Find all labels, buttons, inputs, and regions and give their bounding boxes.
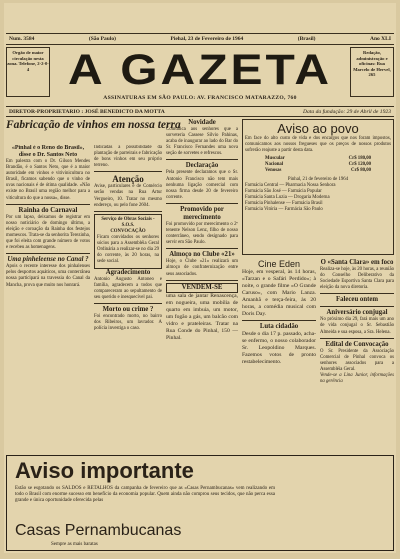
novelty-heading: Novidade (188, 119, 216, 126)
wine-subhead: «Pinhal é o Reno do Brasil», disse o Dr. Santos Neto (11, 145, 85, 158)
died-heading: Faleceu ontem (335, 296, 379, 304)
canal-heading: Uma pinheleense no Canal ? (7, 256, 89, 264)
col6-footer: Vende-se a Lina Junior, informações na gerência (320, 373, 394, 385)
for-sale-heading: VENDEM-SE (166, 283, 238, 293)
carnival-heading: Rainha do Carnaval (18, 206, 78, 214)
thanks-heading: Agradecimento (105, 268, 151, 276)
year: Ano XLI (370, 36, 391, 42)
declaration-heading: Declaração (185, 162, 219, 170)
pharmacy-item: Farmácia Vitória — Farmácia São Paulo (245, 207, 323, 213)
issue-number: Num. 3584 (9, 36, 35, 42)
promotion-heading: Promovido por merecimento (180, 205, 224, 221)
lunch-heading: Almoço no Clube «21» (169, 251, 235, 259)
cinema-heading: Cine Eden (257, 259, 301, 269)
price-list (265, 156, 371, 174)
masthead (6, 45, 394, 103)
for-sale-body: uma sala de jantar Renascença, em nogueira, uma mobília de quarto em imbuia, um motor, um fogão a gás, um balcão com vidro e prateleiras. Tratar na Rua Conde do Pinhal, 150 — Pinhal. (166, 292, 238, 341)
ad-store-name: Casas Pernambucanas (15, 522, 182, 539)
anniversary-body: No próximo dia 29, fará mais um ano de vida conjugal o Sr. Sebastião Almeida e sua esposa, a Sra. Helena. (320, 317, 394, 335)
ad-body: Estão se esgotando os SALDOS e RETALHOS da campanha de fevereiro que as «Casas Pernambucanas» vem realizando em todo o Brasil com enorme sucesso em benefício da economia popular. Quem ainda não comprou seus tecidos, que não perca essa grande e única oportunidade oferecida pelas (15, 486, 276, 504)
newspaper-subtitle: ASSINATURAS EM SÃO PAULO: AV. FRANCISCO MATARAZZO, 760 (103, 95, 297, 101)
director: DIRETOR-PROPRIETARIO : JOSÉ BENEDICTO DA MOTTA (9, 108, 165, 115)
cinema-body: Hoje, em vesperal, às 14 horas, «Tarzan e o Safári Perdido»; à noite, o grande filme «O Grande Caruso», com Mario Lanza. Amanhã e terça-feira, às 20 horas, a comédia musical com Doris Day. (242, 269, 316, 317)
citizen-heading: Luta cidadão (259, 323, 299, 330)
circulation-box: Orgão de maior circulação nesta zona. Telefone, 2-2-0-4 (6, 47, 50, 97)
citizen-body: Desde o dia 17 p. passado, acha-se enfermo, o nosso colaborador Sr. Leopoldino Marques. Fazemos votos de pronto restabelecimento. (242, 331, 316, 365)
ad-tagline: Sempre as mais baratas (51, 542, 98, 547)
sos-box (94, 214, 162, 269)
canal-body: Apois o recente interesse dos pinhalenses pelos desportos aquáticos, uma conterrânea nossa participará na travessia do Canal da Mancha, prova que muito nos honrará. (6, 264, 90, 288)
column-6 (320, 259, 394, 451)
pharmacy-list (245, 183, 391, 213)
thanks-body: Antonio Augusto Antoneo e família, agradecem a todos que compareceram ao sepultamento de seu querido e inesquecível pai. (94, 276, 162, 300)
column-4-notice (242, 119, 394, 255)
column-5 (242, 259, 316, 451)
price-row: Nacional Cr$ 120,00 (265, 162, 371, 168)
city: (São Paulo) (88, 36, 116, 42)
notice-body: Em face do alto custo de vida e dos encargos que nos foram impostos, comunicamos aos nossos fregueses que os preços de nossos produtos sofrerão reajuste a partir desta data. (245, 136, 391, 154)
sos-convocation: CONVOCAÇÃO (110, 228, 146, 234)
santa-clara-heading: O «Santa Clara» em foco (320, 259, 394, 266)
casas-pernambucanas-ad (6, 455, 394, 551)
newspaper-page (4, 3, 396, 553)
wine-continued: Indicadas a possibilidade da plantação de parreirais e fabricação de bons vinhos em seu próprio terreno. (94, 145, 162, 169)
pharmacy-item: Farmácia Pinhalense — Farmácia Brasil (245, 200, 323, 206)
column-2 (94, 145, 162, 451)
attention-heading: Atenção (112, 174, 144, 185)
edict-body: O Sr. Presidente da Associação Comercial de Pinhal convoca os senhores associados para a Assembléia Geral. (320, 348, 394, 372)
country: (Brasil) (297, 36, 316, 42)
death-heading: Morto ou crime ? (102, 305, 154, 313)
wine-headline: Fabricação de vinhos em nossa terra (6, 119, 181, 131)
notice-heading: Aviso ao povo (277, 121, 359, 136)
column-3 (166, 119, 238, 451)
ad-title: Aviso importante (15, 458, 194, 483)
pharmacy-item: Farmácia Central — Pharmacia Nossa Senhora (245, 182, 336, 188)
attention-body: Avise, particulares e de Comércio serão vendas na Rua Artur Vergueiro, 10. Tratar no mesmo endereço, ou pelo fone 2604. (94, 184, 162, 208)
lunch-body: Hoje, o Clube «21» realizará um almoço de confraternização entre seus associados. (166, 259, 238, 277)
death-body: Foi encontrado morto, no bairro dos Ribeiros, um lavrador. A polícia investiga o caso. (94, 313, 162, 332)
declaration-body: Pela presente declaramos que o Sr. Antonio Francisco não tem mais nenhuma ligação comercial com nossa firma desde 20 de fevereiro corrente. (166, 170, 238, 200)
newspaper-title: A GAZETA (68, 47, 332, 94)
address-box: Redação, administração e oficinas: Rua Marcelo de Hervel, 265 (350, 47, 394, 97)
issue-date: Piehal, 23 de Fevereiro de 1964 (170, 36, 244, 42)
founded-date: Data da fundação: 29 de Abril de 1923 (303, 108, 391, 115)
pharmacy-item: Farmácia Santa Luzia — Drogaria Moderna (245, 194, 330, 200)
carnival-body: Por um lapso, deixamos de registrar em nosso noticiário de domingo último, a eleição e coroação da Rainha dos festejos momescos. Trata-se da senhorita Terezinha, que foi eleita com grande número de votos e recebeu as homenagens. (6, 214, 90, 251)
pharmacy-item: Farmácia São José — Farmácia Popular (245, 188, 322, 194)
top-info-bar (6, 33, 394, 45)
santa-clara-body: Realiza-se hoje, às 20 horas, a reunião do Conselho Deliberativo da Sociedade Esportiva Santa Clara para eleição da nova diretoria. (320, 267, 394, 291)
notice-signature: Pinhal, 21 de fevereiro de 1964 (287, 176, 349, 182)
novelty-body: Comunica aos senhores que a sorveteria Cassese Silvio Pahinas, acaba de inaugurar ao lado do Bar do Sr. Francisco Fernandes uma nova seção de sorvetes e refrescos. (166, 127, 238, 157)
edict-heading: Edital de Convocação (325, 340, 389, 348)
director-line (6, 106, 394, 117)
price-row: Venosas Cr$ 80,00 (265, 168, 371, 174)
price-row: Muscular Cr$ 180,00 (265, 156, 371, 162)
anniversary-heading: Aniversário conjugal (326, 309, 388, 317)
promotion-body: Foi promovido por merecimento o 2º tenente Nelson Lenz, filho de nosso conterrâneo, sendo designado para servir em São Paulo. (166, 221, 238, 246)
sos-body: Ficam convidados os senhores sócios para a Assembléia Geral Ordinária a realizar-se no dia 29 do corrente, às 20 horas, na sede social. (97, 235, 159, 265)
column-1-body (6, 145, 90, 451)
sos-title: Serviço de Obras Sociais - S.O.S. (101, 216, 155, 228)
wine-body: Em palestra com o Dr. Gilson Mendes Brandão, é o Santos Neto, que é a maior autoridade em vinhos e vitivinicultura no Brasil, ficamos sabendo que o vinho de uvas nacionais é de ótima qualidade. «Não existe no Brasil uma região melhor para a viticultura do que a nossa», disse. (6, 159, 90, 201)
